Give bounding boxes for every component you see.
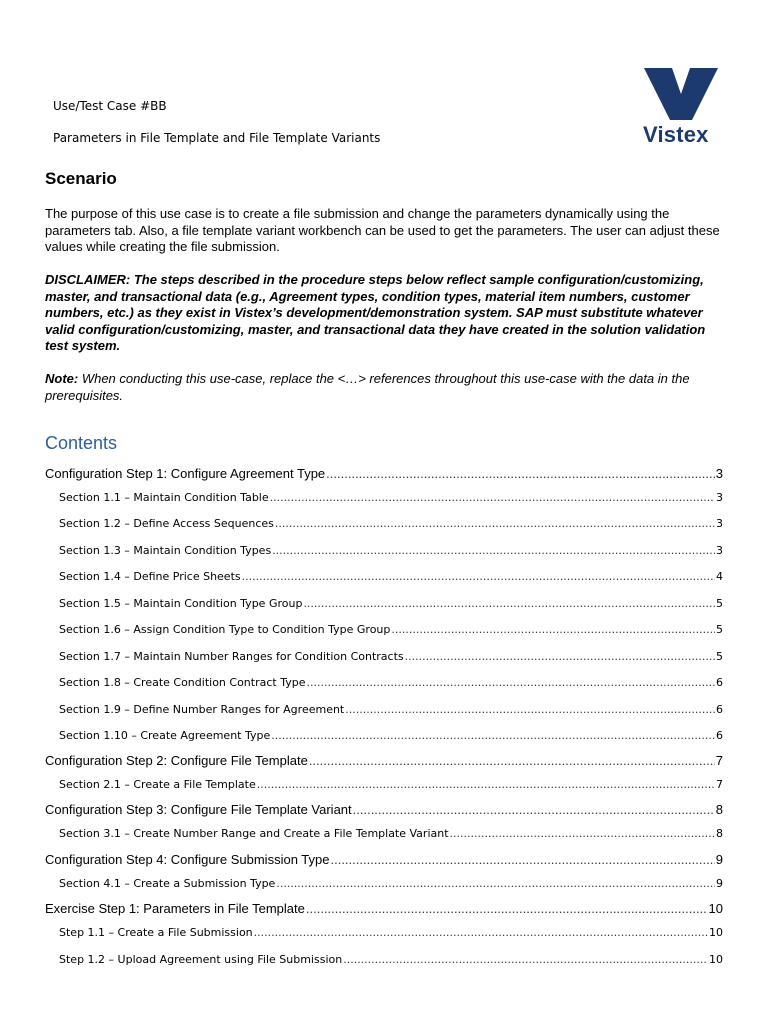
toc-entry[interactable]: Configuration Step 2: Configure File Template ..... 7 — [45, 753, 723, 768]
toc-entry[interactable]: Section 1.4 – Define Price Sheets ..... 4 — [59, 570, 723, 583]
toc-entry[interactable]: Section 1.7 – Maintain Number Ranges for Condition Contracts ..... 5 — [59, 650, 723, 663]
toc-entry[interactable]: Section 1.10 – Create Agreement Type ..... 6 — [59, 729, 723, 742]
toc-entry[interactable]: Section 1.3 – Maintain Condition Types ..... 3 — [59, 544, 723, 557]
purpose-paragraph: The purpose of this use case is to create a file submission and change the parameters dynamically using the parameters tab. Also, a file template variant workbench can be used to get the parameters. The user can adjust these values while creating the file submission. — [45, 206, 720, 254]
contents-heading: Contents — [45, 433, 118, 453]
toc-entry[interactable]: Section 1.6 – Assign Condition Type to Condition Type Group ..... 5 — [59, 623, 723, 636]
toc-entry[interactable]: Section 1.5 – Maintain Condition Type Group ..... 5 — [59, 597, 723, 610]
toc-entry[interactable]: Step 1.2 – Upload Agreement using File Submission ..... 10 — [59, 953, 723, 966]
toc-entry[interactable]: Section 4.1 – Create a Submission Type ..... 9 — [59, 877, 723, 890]
toc-entry[interactable]: Configuration Step 4: Configure Submission Type ..... 9 — [45, 852, 723, 867]
toc-entry[interactable]: Section 1.2 – Define Access Sequences ..... 3 — [59, 517, 723, 530]
toc-entry[interactable]: Exercise Step 1: Parameters in File Template ..... 10 — [45, 901, 723, 916]
toc-entry[interactable]: Section 1.1 – Maintain Condition Table ..... 3 — [59, 491, 723, 504]
toc-entry[interactable]: Section 1.8 – Create Condition Contract Type ..... 6 — [59, 676, 723, 689]
toc-entry[interactable]: Step 1.1 – Create a File Submission ..... 10 — [59, 926, 723, 939]
scenario-heading: Scenario — [45, 169, 117, 188]
toc-entry[interactable]: Section 3.1 – Create Number Range and Create a File Template Variant ..... 8 — [59, 827, 723, 840]
logo-wordmark: Vistex — [643, 122, 709, 147]
disclaimer-paragraph: DISCLAIMER: The steps described in the procedure steps below reflect sample configuration/customizing, master, and transactional data (e.g., Agreement types, condition types, material item numbers, customer numbers, etc.) as they exist in Vistex’s development/demonstration system. SAP must substitute whatever valid configuration/customizing, master, and transactional data they have created in the solution validation test system. — [45, 272, 706, 353]
toc-entry[interactable]: Configuration Step 1: Configure Agreement Type ..... 3 — [45, 466, 723, 481]
note-paragraph — [45, 371, 725, 404]
toc-entry[interactable]: Configuration Step 3: Configure File Template Variant ..... 8 — [45, 802, 723, 817]
note-label: Note: — [45, 371, 79, 386]
document-title: Parameters in File Template and File Template Variants — [53, 131, 381, 145]
note-text: When conducting this use-case, replace the <…> references throughout this use-case with the data in the prerequisites. — [45, 371, 690, 403]
case-id: Use/Test Case #BB — [53, 99, 167, 113]
toc-entry[interactable]: Section 2.1 – Create a File Template ..... 7 — [59, 778, 723, 791]
toc-entry[interactable]: Section 1.9 – Define Number Ranges for Agreement ..... 6 — [59, 703, 723, 716]
